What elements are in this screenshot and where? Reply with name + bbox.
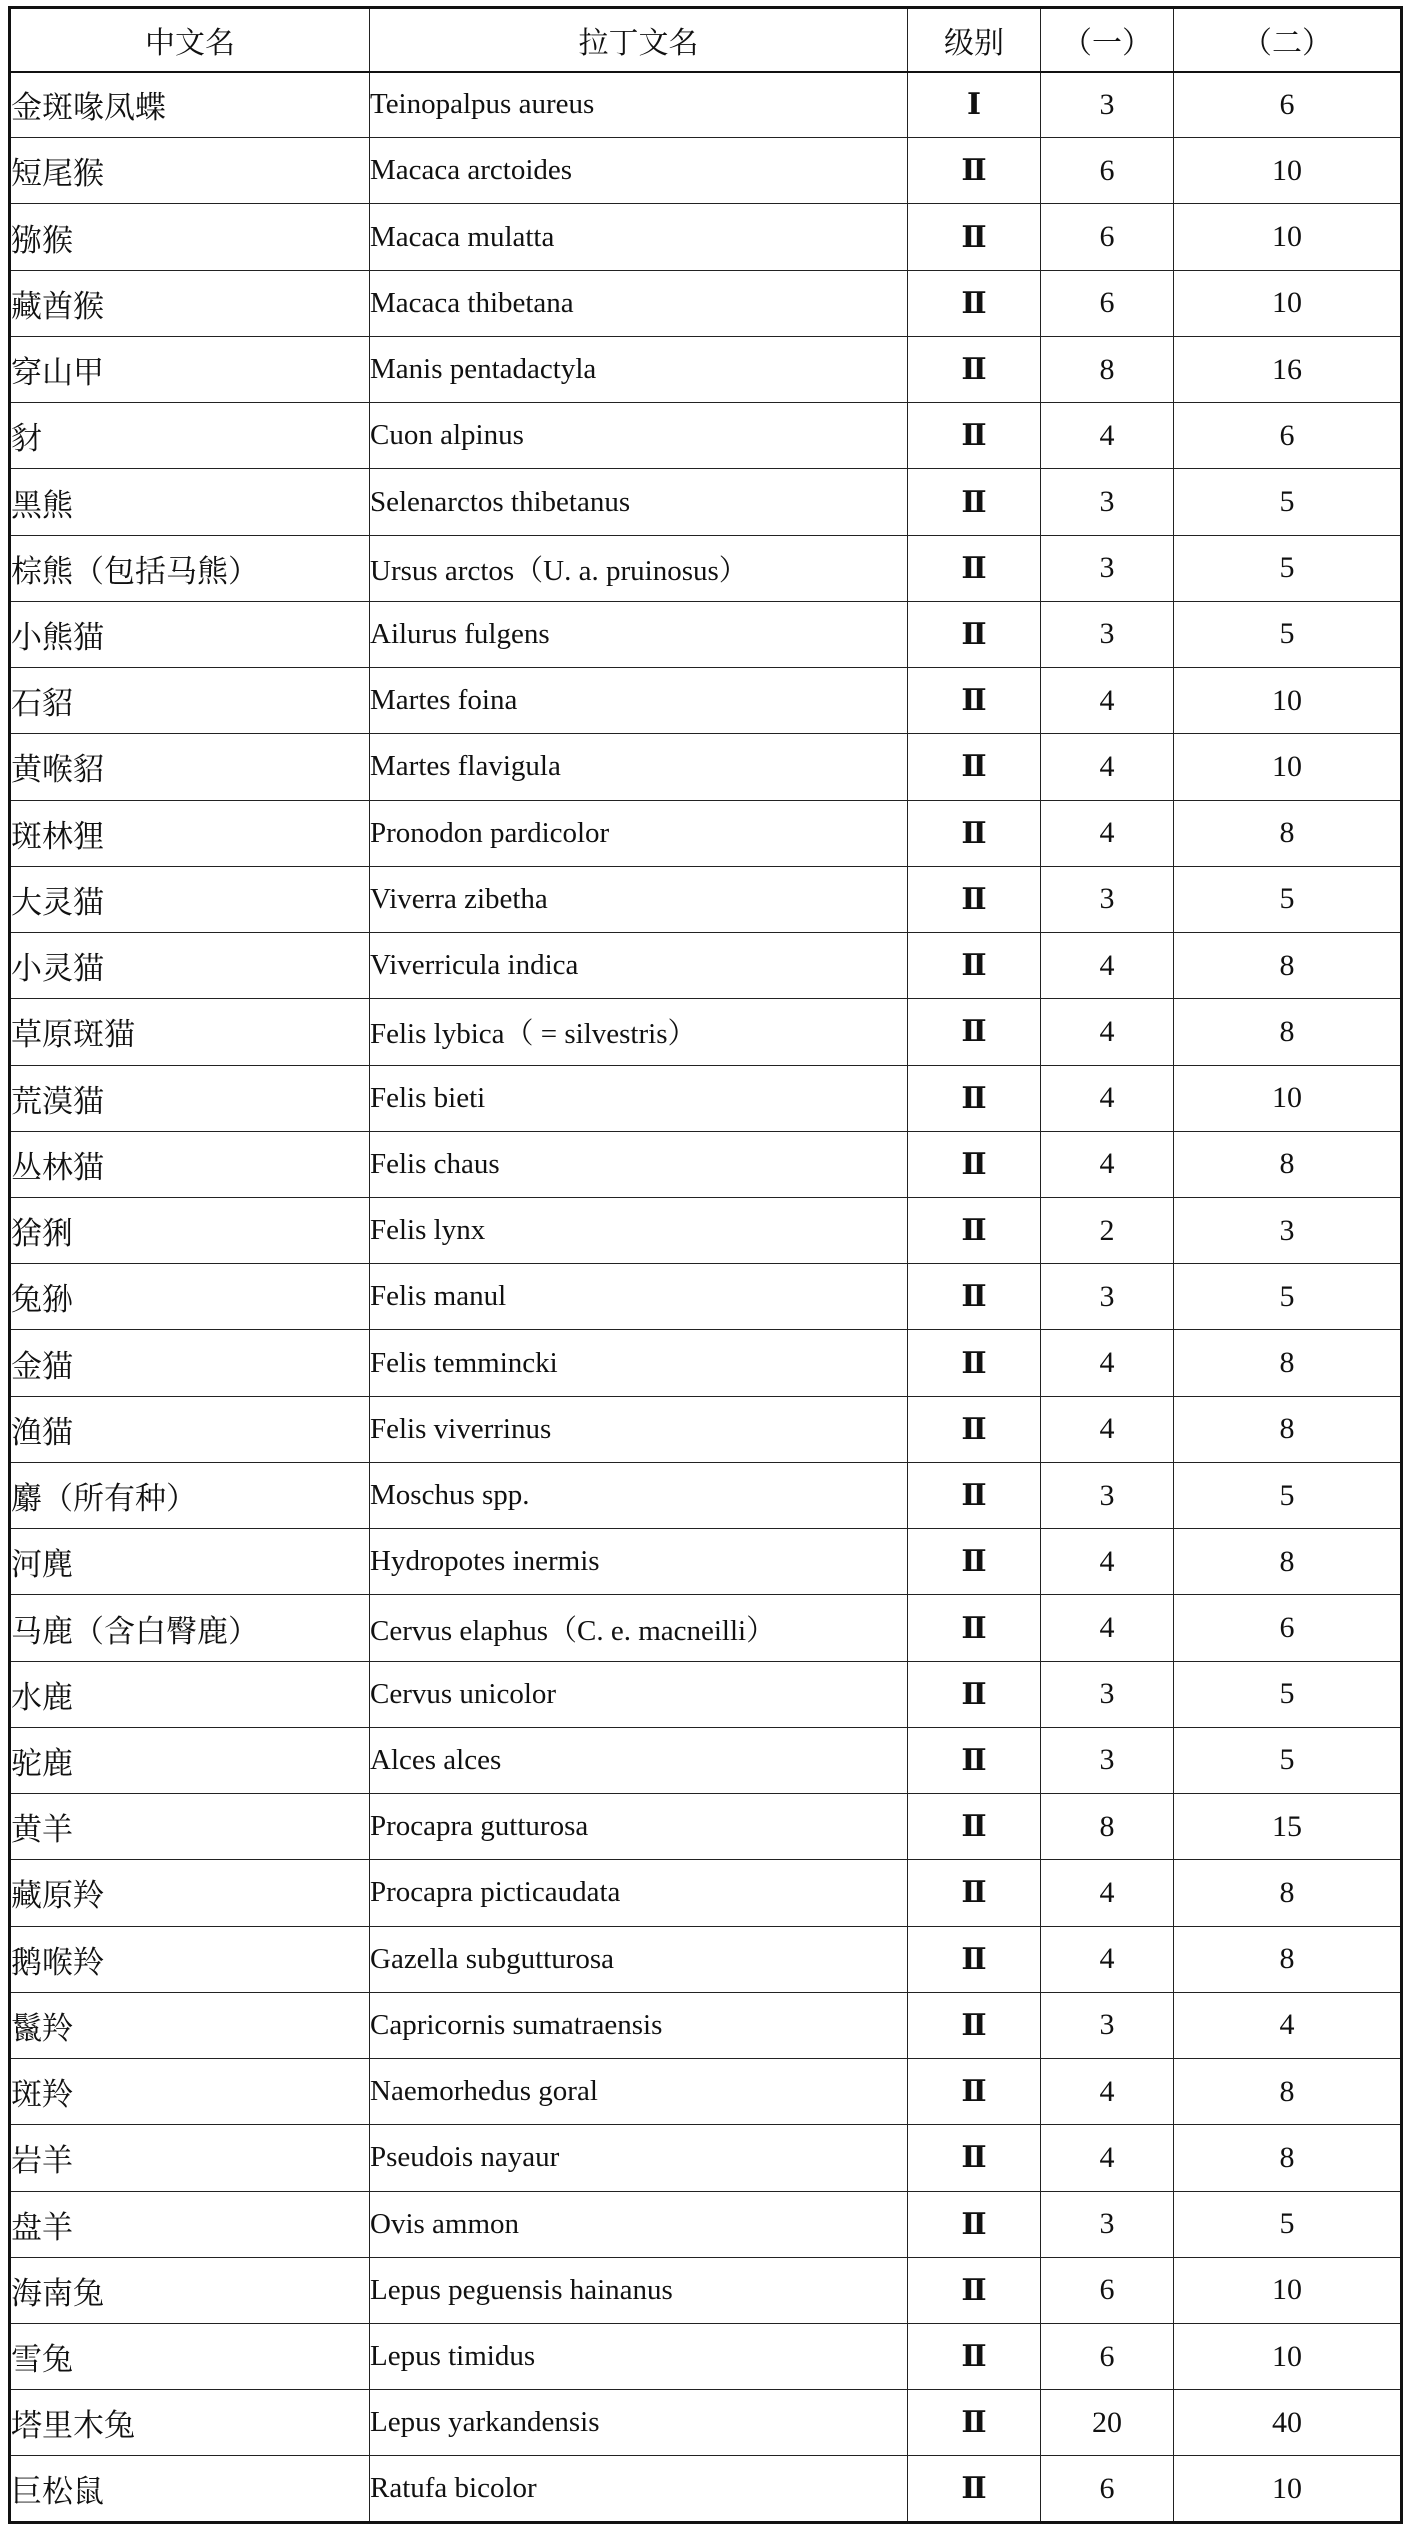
header-chinese-name: 中文名 xyxy=(10,8,370,72)
cell-chinese-name: 豺 xyxy=(10,403,370,469)
cell-chinese-name: 麝（所有种） xyxy=(10,1462,370,1528)
cell-chinese-name: 短尾猴 xyxy=(10,138,370,204)
cell-value-1: 2 xyxy=(1041,1197,1174,1263)
cell-value-1: 4 xyxy=(1041,734,1174,800)
cell-latin-name: Macaca mulatta xyxy=(370,204,908,270)
cell-latin-name: Viverricula indica xyxy=(370,933,908,999)
cell-latin-name: Manis pentadactyla xyxy=(370,336,908,402)
cell-value-1: 20 xyxy=(1041,2390,1174,2456)
cell-value-1: 4 xyxy=(1041,1396,1174,1462)
cell-value-1: 3 xyxy=(1041,1462,1174,1528)
cell-chinese-name: 巨松鼠 xyxy=(10,2456,370,2523)
table-body xyxy=(10,72,1402,2523)
table-row xyxy=(10,72,1402,138)
cell-level: Ⅱ xyxy=(908,2323,1041,2389)
cell-value-2: 15 xyxy=(1174,1794,1402,1860)
cell-value-2: 10 xyxy=(1174,668,1402,734)
header-row xyxy=(10,8,1402,72)
cell-level: Ⅱ xyxy=(908,1926,1041,1992)
cell-value-1: 3 xyxy=(1041,2191,1174,2257)
cell-value-1: 3 xyxy=(1041,1727,1174,1793)
table-row xyxy=(10,204,1402,270)
cell-value-2: 3 xyxy=(1174,1197,1402,1263)
cell-value-1: 6 xyxy=(1041,204,1174,270)
cell-value-1: 4 xyxy=(1041,2125,1174,2191)
cell-value-2: 5 xyxy=(1174,535,1402,601)
table-row xyxy=(10,1197,1402,1263)
cell-latin-name: Lepus timidus xyxy=(370,2323,908,2389)
cell-level: Ⅱ xyxy=(908,668,1041,734)
table-row xyxy=(10,1992,1402,2058)
cell-level: Ⅱ xyxy=(908,2456,1041,2523)
cell-value-2: 5 xyxy=(1174,1661,1402,1727)
cell-level: Ⅱ xyxy=(908,1727,1041,1793)
table-row xyxy=(10,1529,1402,1595)
cell-latin-name: Felis viverrinus xyxy=(370,1396,908,1462)
header-value-1: （一） xyxy=(1041,8,1174,72)
cell-value-2: 5 xyxy=(1174,866,1402,932)
cell-latin-name: Lepus yarkandensis xyxy=(370,2390,908,2456)
cell-level: Ⅱ xyxy=(908,601,1041,667)
table-row xyxy=(10,668,1402,734)
cell-value-2: 10 xyxy=(1174,2456,1402,2523)
cell-level: Ⅱ xyxy=(908,469,1041,535)
cell-level: Ⅱ xyxy=(908,999,1041,1065)
cell-level: Ⅱ xyxy=(908,1661,1041,1727)
cell-latin-name: Martes foina xyxy=(370,668,908,734)
table-row xyxy=(10,2390,1402,2456)
cell-value-2: 8 xyxy=(1174,1330,1402,1396)
cell-value-1: 6 xyxy=(1041,2257,1174,2323)
cell-latin-name: Gazella subgutturosa xyxy=(370,1926,908,1992)
cell-level: Ⅰ xyxy=(908,72,1041,138)
cell-value-1: 3 xyxy=(1041,866,1174,932)
cell-value-1: 3 xyxy=(1041,72,1174,138)
table-row xyxy=(10,866,1402,932)
cell-value-1: 4 xyxy=(1041,1595,1174,1661)
cell-level: Ⅱ xyxy=(908,270,1041,336)
cell-latin-name: Cervus elaphus（C. e. macneilli） xyxy=(370,1595,908,1661)
cell-value-2: 4 xyxy=(1174,1992,1402,2058)
cell-latin-name: Macaca thibetana xyxy=(370,270,908,336)
cell-value-2: 5 xyxy=(1174,2191,1402,2257)
cell-value-2: 5 xyxy=(1174,1727,1402,1793)
cell-value-1: 4 xyxy=(1041,1860,1174,1926)
cell-chinese-name: 马鹿（含白臀鹿） xyxy=(10,1595,370,1661)
cell-level: Ⅱ xyxy=(908,734,1041,800)
cell-value-2: 8 xyxy=(1174,1131,1402,1197)
cell-value-1: 3 xyxy=(1041,1264,1174,1330)
cell-latin-name: Procapra picticaudata xyxy=(370,1860,908,1926)
cell-value-1: 3 xyxy=(1041,601,1174,667)
cell-chinese-name: 藏酋猴 xyxy=(10,270,370,336)
cell-level: Ⅱ xyxy=(908,2257,1041,2323)
cell-value-1: 3 xyxy=(1041,1661,1174,1727)
cell-value-1: 3 xyxy=(1041,1992,1174,2058)
table-row xyxy=(10,1462,1402,1528)
table-row xyxy=(10,1264,1402,1330)
cell-chinese-name: 斑羚 xyxy=(10,2059,370,2125)
cell-chinese-name: 兔狲 xyxy=(10,1264,370,1330)
table-row xyxy=(10,933,1402,999)
cell-chinese-name: 猞猁 xyxy=(10,1197,370,1263)
cell-latin-name: Ovis ammon xyxy=(370,2191,908,2257)
cell-value-2: 8 xyxy=(1174,999,1402,1065)
cell-value-2: 10 xyxy=(1174,204,1402,270)
cell-latin-name: Hydropotes inermis xyxy=(370,1529,908,1595)
cell-chinese-name: 黄喉貂 xyxy=(10,734,370,800)
cell-chinese-name: 穿山甲 xyxy=(10,336,370,402)
cell-value-1: 4 xyxy=(1041,668,1174,734)
cell-level: Ⅱ xyxy=(908,2125,1041,2191)
cell-level: Ⅱ xyxy=(908,1396,1041,1462)
table-row xyxy=(10,800,1402,866)
cell-latin-name: Moschus spp. xyxy=(370,1462,908,1528)
species-table xyxy=(8,6,1403,2524)
cell-chinese-name: 金猫 xyxy=(10,1330,370,1396)
cell-value-1: 3 xyxy=(1041,469,1174,535)
cell-chinese-name: 荒漠猫 xyxy=(10,1065,370,1131)
header-latin-name: 拉丁文名 xyxy=(370,8,908,72)
cell-value-2: 8 xyxy=(1174,1860,1402,1926)
cell-value-2: 5 xyxy=(1174,1462,1402,1528)
table-row xyxy=(10,1926,1402,1992)
cell-value-2: 40 xyxy=(1174,2390,1402,2456)
cell-value-2: 5 xyxy=(1174,469,1402,535)
cell-level: Ⅱ xyxy=(908,1462,1041,1528)
cell-value-2: 8 xyxy=(1174,1396,1402,1462)
table-row xyxy=(10,138,1402,204)
cell-chinese-name: 丛林猫 xyxy=(10,1131,370,1197)
cell-level: Ⅱ xyxy=(908,1264,1041,1330)
cell-latin-name: Teinopalpus aureus xyxy=(370,72,908,138)
cell-chinese-name: 海南兔 xyxy=(10,2257,370,2323)
cell-latin-name: Felis bieti xyxy=(370,1065,908,1131)
table-row xyxy=(10,336,1402,402)
cell-value-1: 4 xyxy=(1041,999,1174,1065)
cell-level: Ⅱ xyxy=(908,204,1041,270)
table-row xyxy=(10,2456,1402,2523)
table-row xyxy=(10,1396,1402,1462)
cell-latin-name: Felis temmincki xyxy=(370,1330,908,1396)
cell-chinese-name: 棕熊（包括马熊） xyxy=(10,535,370,601)
cell-latin-name: Cervus unicolor xyxy=(370,1661,908,1727)
table-row xyxy=(10,403,1402,469)
cell-latin-name: Cuon alpinus xyxy=(370,403,908,469)
cell-latin-name: Pronodon pardicolor xyxy=(370,800,908,866)
table-row xyxy=(10,1727,1402,1793)
cell-latin-name: Felis lybica（ = silvestris） xyxy=(370,999,908,1065)
cell-value-1: 4 xyxy=(1041,1131,1174,1197)
cell-value-1: 8 xyxy=(1041,1794,1174,1860)
cell-latin-name: Capricornis sumatraensis xyxy=(370,1992,908,2058)
header-level: 级别 xyxy=(908,8,1041,72)
cell-level: Ⅱ xyxy=(908,535,1041,601)
cell-value-1: 6 xyxy=(1041,2323,1174,2389)
cell-chinese-name: 黄羊 xyxy=(10,1794,370,1860)
cell-value-1: 4 xyxy=(1041,1330,1174,1396)
cell-chinese-name: 岩羊 xyxy=(10,2125,370,2191)
cell-chinese-name: 猕猴 xyxy=(10,204,370,270)
cell-latin-name: Selenarctos thibetanus xyxy=(370,469,908,535)
table-row xyxy=(10,1860,1402,1926)
cell-level: Ⅱ xyxy=(908,866,1041,932)
cell-level: Ⅱ xyxy=(908,336,1041,402)
table-row xyxy=(10,2323,1402,2389)
cell-level: Ⅱ xyxy=(908,1065,1041,1131)
table-row xyxy=(10,535,1402,601)
cell-value-2: 10 xyxy=(1174,1065,1402,1131)
cell-value-2: 10 xyxy=(1174,2257,1402,2323)
cell-latin-name: Viverra zibetha xyxy=(370,866,908,932)
cell-latin-name: Ursus arctos（U. a. pruinosus） xyxy=(370,535,908,601)
cell-level: Ⅱ xyxy=(908,2390,1041,2456)
table-row xyxy=(10,469,1402,535)
cell-latin-name: Martes flavigula xyxy=(370,734,908,800)
cell-chinese-name: 渔猫 xyxy=(10,1396,370,1462)
cell-latin-name: Ailurus fulgens xyxy=(370,601,908,667)
cell-chinese-name: 藏原羚 xyxy=(10,1860,370,1926)
cell-value-2: 5 xyxy=(1174,601,1402,667)
cell-chinese-name: 塔里木兔 xyxy=(10,2390,370,2456)
table-row xyxy=(10,1595,1402,1661)
table-row xyxy=(10,1330,1402,1396)
cell-chinese-name: 鬣羚 xyxy=(10,1992,370,2058)
cell-value-2: 8 xyxy=(1174,2125,1402,2191)
cell-level: Ⅱ xyxy=(908,933,1041,999)
cell-latin-name: Felis lynx xyxy=(370,1197,908,1263)
table-row xyxy=(10,1794,1402,1860)
cell-latin-name: Naemorhedus goral xyxy=(370,2059,908,2125)
table-header xyxy=(10,8,1402,72)
cell-chinese-name: 河麂 xyxy=(10,1529,370,1595)
cell-latin-name: Pseudois nayaur xyxy=(370,2125,908,2191)
cell-level: Ⅱ xyxy=(908,1794,1041,1860)
cell-level: Ⅱ xyxy=(908,2191,1041,2257)
cell-value-1: 4 xyxy=(1041,800,1174,866)
cell-value-2: 8 xyxy=(1174,933,1402,999)
cell-level: Ⅱ xyxy=(908,403,1041,469)
cell-value-2: 16 xyxy=(1174,336,1402,402)
cell-value-2: 10 xyxy=(1174,734,1402,800)
header-value-2: （二） xyxy=(1174,8,1402,72)
cell-value-2: 10 xyxy=(1174,2323,1402,2389)
cell-chinese-name: 小熊猫 xyxy=(10,601,370,667)
cell-value-2: 8 xyxy=(1174,1926,1402,1992)
cell-latin-name: Felis chaus xyxy=(370,1131,908,1197)
cell-chinese-name: 驼鹿 xyxy=(10,1727,370,1793)
cell-value-1: 4 xyxy=(1041,403,1174,469)
cell-value-1: 6 xyxy=(1041,138,1174,204)
cell-value-1: 6 xyxy=(1041,2456,1174,2523)
cell-chinese-name: 石貂 xyxy=(10,668,370,734)
table-row xyxy=(10,999,1402,1065)
cell-level: Ⅱ xyxy=(908,1330,1041,1396)
cell-value-2: 8 xyxy=(1174,1529,1402,1595)
cell-chinese-name: 斑林狸 xyxy=(10,800,370,866)
cell-level: Ⅱ xyxy=(908,1860,1041,1926)
cell-level: Ⅱ xyxy=(908,800,1041,866)
cell-value-1: 6 xyxy=(1041,270,1174,336)
cell-chinese-name: 黑熊 xyxy=(10,469,370,535)
cell-chinese-name: 水鹿 xyxy=(10,1661,370,1727)
cell-chinese-name: 盘羊 xyxy=(10,2191,370,2257)
cell-level: Ⅱ xyxy=(908,1529,1041,1595)
cell-value-2: 6 xyxy=(1174,72,1402,138)
table-row xyxy=(10,2059,1402,2125)
cell-level: Ⅱ xyxy=(908,1131,1041,1197)
table-row xyxy=(10,1131,1402,1197)
cell-value-2: 8 xyxy=(1174,2059,1402,2125)
cell-chinese-name: 大灵猫 xyxy=(10,866,370,932)
cell-value-2: 10 xyxy=(1174,138,1402,204)
cell-chinese-name: 金斑喙凤蝶 xyxy=(10,72,370,138)
cell-chinese-name: 雪兔 xyxy=(10,2323,370,2389)
table-row xyxy=(10,2125,1402,2191)
cell-level: Ⅱ xyxy=(908,1992,1041,2058)
cell-value-1: 4 xyxy=(1041,933,1174,999)
cell-latin-name: Procapra gutturosa xyxy=(370,1794,908,1860)
cell-value-2: 5 xyxy=(1174,1264,1402,1330)
table-row xyxy=(10,270,1402,336)
cell-value-1: 8 xyxy=(1041,336,1174,402)
cell-chinese-name: 草原斑猫 xyxy=(10,999,370,1065)
cell-value-1: 4 xyxy=(1041,1926,1174,1992)
table-row xyxy=(10,601,1402,667)
cell-latin-name: Alces alces xyxy=(370,1727,908,1793)
table-row xyxy=(10,2191,1402,2257)
cell-level: Ⅱ xyxy=(908,2059,1041,2125)
cell-level: Ⅱ xyxy=(908,1197,1041,1263)
cell-value-1: 4 xyxy=(1041,1065,1174,1131)
cell-chinese-name: 鹅喉羚 xyxy=(10,1926,370,1992)
cell-level: Ⅱ xyxy=(908,1595,1041,1661)
cell-value-1: 3 xyxy=(1041,535,1174,601)
table-row xyxy=(10,2257,1402,2323)
cell-chinese-name: 小灵猫 xyxy=(10,933,370,999)
cell-value-2: 8 xyxy=(1174,800,1402,866)
cell-value-2: 10 xyxy=(1174,270,1402,336)
table-row xyxy=(10,1661,1402,1727)
cell-latin-name: Ratufa bicolor xyxy=(370,2456,908,2523)
cell-latin-name: Lepus peguensis hainanus xyxy=(370,2257,908,2323)
cell-latin-name: Felis manul xyxy=(370,1264,908,1330)
table-row xyxy=(10,734,1402,800)
cell-value-2: 6 xyxy=(1174,1595,1402,1661)
cell-value-1: 4 xyxy=(1041,1529,1174,1595)
cell-value-1: 4 xyxy=(1041,2059,1174,2125)
cell-level: Ⅱ xyxy=(908,138,1041,204)
cell-value-2: 6 xyxy=(1174,403,1402,469)
cell-latin-name: Macaca arctoides xyxy=(370,138,908,204)
table-row xyxy=(10,1065,1402,1131)
